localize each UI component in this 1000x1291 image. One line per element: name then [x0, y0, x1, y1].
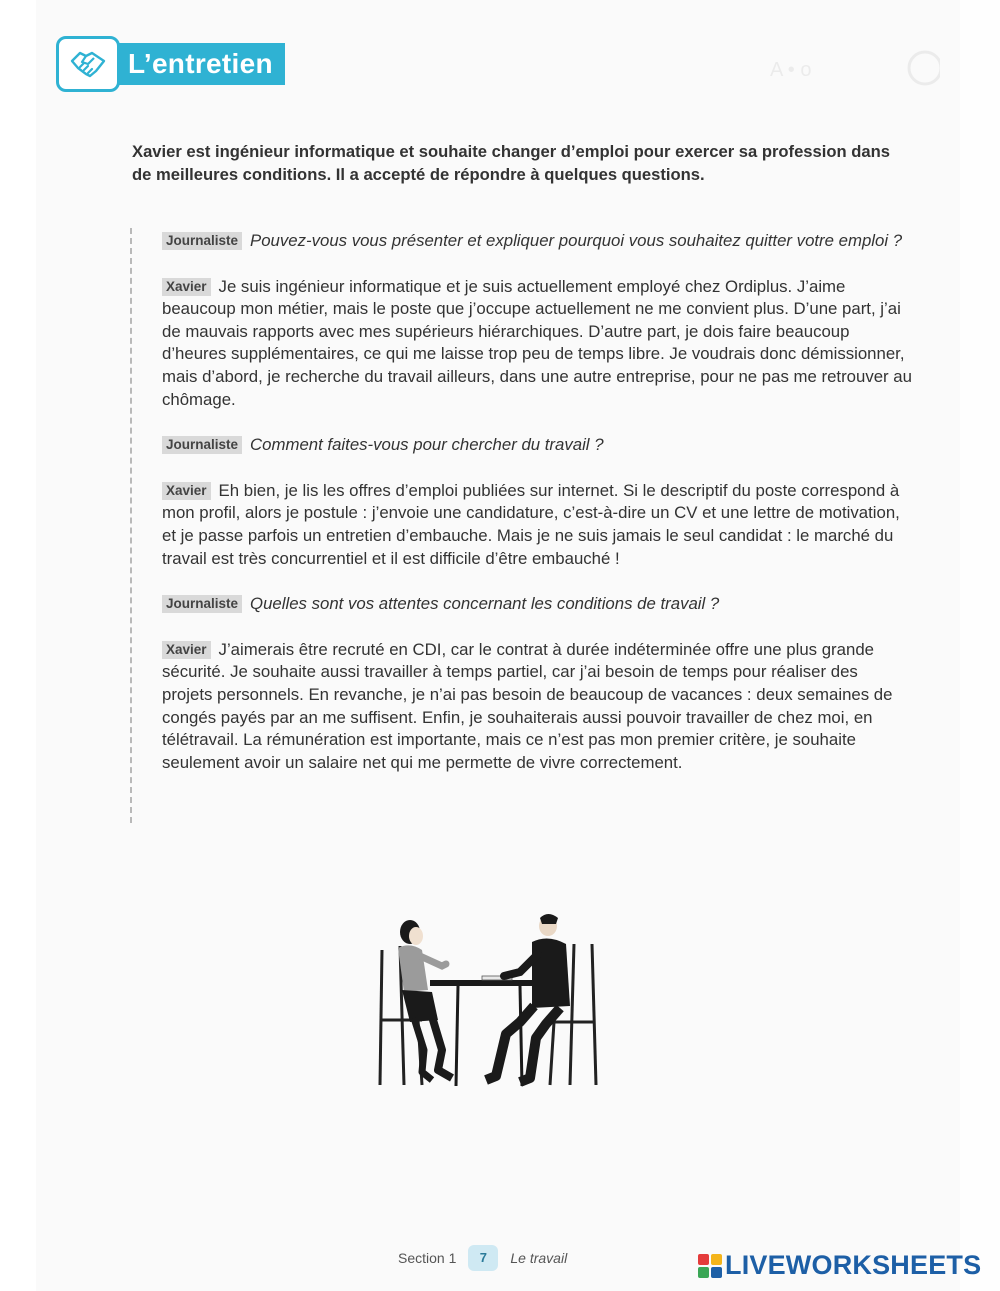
dialog-turn: [162, 593, 912, 616]
page-margin: [960, 0, 1000, 1291]
section-header: [56, 38, 285, 90]
interview-illustration: [370, 910, 610, 1090]
dialog-turn: [162, 230, 912, 253]
footer-section: Section 1: [398, 1250, 457, 1266]
intro-paragraph: Xavier est ingénieur informatique et souhaite changer d’emploi pour exercer sa profession dans de meilleures conditions. Il a accepté de répondre à quelques questions.: [132, 142, 890, 184]
speaker-tag: Xavier: [162, 482, 211, 500]
page-number: 7: [468, 1245, 498, 1271]
handshake-icon: [56, 36, 120, 92]
answer-text: J’aimerais être recruté en CDI, car le contrat à durée indéterminée offre une plus grande sécurité. Je souhaite aussi travailler à temps partiel, car j’ai besoin de temps pour réaliser des projets personnels. En revanche, je n’ai pas besoin de beaucoup de vacances : deux semaines de congés payés par an me suffisent. Enfin, je souhaiterais aussi pouvoir travailler de chez moi, en télétravail. La rémunération est importante, mais ce n’est pas mon premier critère, je souhaite seulement avoir un salaire net qui me permette de vivre correctement.: [162, 639, 893, 772]
answer-text: Eh bien, je lis les offres d’emploi publiées sur internet. Si le descriptif du poste correspond à mon profil, alors je postule : j’envoie une candidature, c’est-à-dire un CV et une lettre de motivation, et je passe parfois un entretien d’embauche. Mais je ne suis jamais le seul candidat : le marché du travail est très concurrentiel et il est difficile d’être embauché !: [162, 480, 900, 568]
man-figure: [486, 914, 570, 1082]
speaker-tag: Xavier: [162, 641, 211, 659]
woman-figure: [398, 920, 452, 1080]
page-footer: [398, 1245, 567, 1271]
question-text: Quelles sont vos attentes concernant les conditions de travail ?: [250, 594, 720, 614]
speaker-tag: Journaliste: [162, 232, 242, 250]
liveworksheets-watermark: [698, 1252, 981, 1279]
dialog-turn: [162, 480, 912, 570]
question-text: Comment faites-vous pour chercher du travail ?: [250, 435, 604, 455]
svg-text:A • o: A • o: [770, 59, 812, 81]
page-title: L’entretien: [116, 43, 285, 85]
question-text: Pouvez-vous vous présenter et expliquer pourquoi vous souhaitez quitter votre emploi ?: [250, 231, 903, 250]
answer-text: Je suis ingénieur informatique et je suis actuellement employé chez Ordiplus. J’aime beaucoup mon métier, mais le poste que j’occupe actuellement ne me convient plus. D’une part, j’ai de mauvais rapports avec mes supérieurs hiérarchiques. D’autre part, je dois faire beaucoup d’heures supplémentaires, ce qui me laisse trop peu de temps libre. Je voudrais donc démissionner, mais d’abord, je recherche du travail ailleurs, dans une autre entreprise, pour ne pas me retrouver au chômage.: [162, 276, 912, 409]
liveworksheets-logo-icon: [698, 1254, 722, 1278]
footer-chapter-title: Le travail: [510, 1250, 568, 1266]
dialog-turn: [162, 639, 912, 775]
interview-dialog: [130, 228, 922, 823]
dialog-turn: [162, 434, 912, 457]
speaker-tag: Journaliste: [162, 436, 242, 454]
speaker-tag: Xavier: [162, 278, 211, 296]
speaker-tag: Journaliste: [162, 595, 242, 613]
dialog-turn: [162, 276, 912, 412]
faded-print-mark: [760, 48, 940, 88]
watermark-text: LIVEWORKSHEETS: [725, 1250, 982, 1280]
